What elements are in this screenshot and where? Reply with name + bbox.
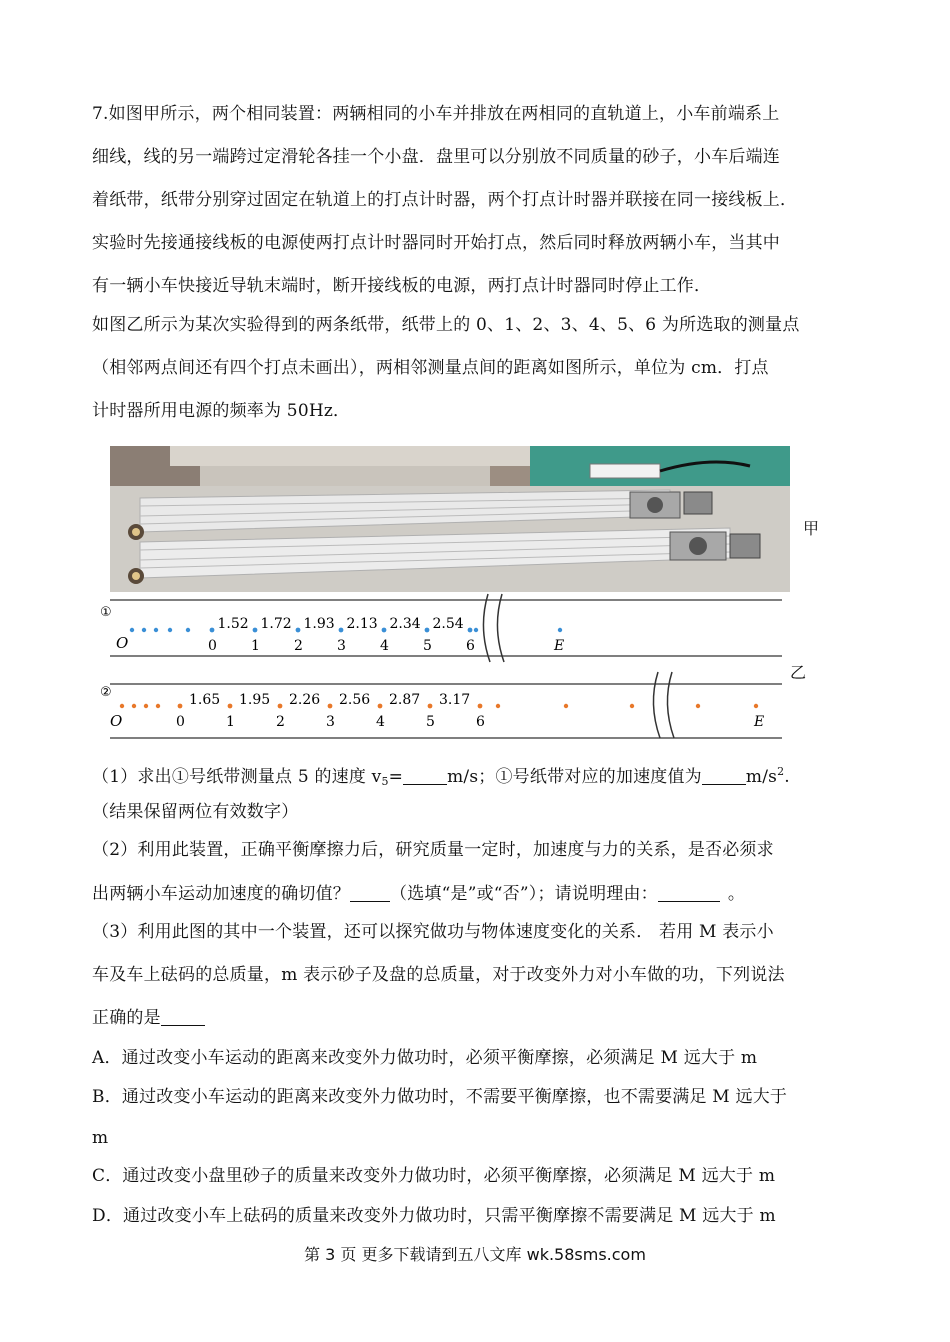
tape2-trail-dot-3 (696, 704, 700, 708)
problem-line-7: （相邻两点间还有四个打点未画出），两相邻测量点间的距离如图所示，单位为 cm．打点 (92, 358, 769, 378)
figure-label-jia: 甲 (803, 519, 820, 538)
tape1-point-dot-5 (425, 628, 430, 633)
tape1-distance-label-5: 2.54 (432, 616, 464, 632)
tape1-marker: ① (100, 605, 112, 620)
tape1-lead-dot-4 (186, 628, 190, 632)
q2-text-b: （选填“是”或“否”）；请说明理由： (390, 884, 658, 904)
tape1-distance-label-1: 1.72 (260, 616, 292, 632)
tape1-distance-label-2: 1.93 (303, 616, 335, 632)
tape1-point-labels (208, 638, 475, 654)
question-1-note: （结果保留两位有效数字） (92, 802, 299, 822)
tape2-point-dot-0 (178, 704, 183, 709)
tape1-point-dot-4 (382, 628, 387, 633)
q1-text-c: m/s；①号纸带对应的加速度值为 (447, 767, 702, 787)
tape1-point-dot-6 (468, 628, 473, 633)
tape2-distance-label-4: 2.87 (389, 692, 421, 708)
tape1-point-dot-2 (296, 628, 301, 633)
tape2-point-dot-6 (478, 704, 483, 709)
tape1-point-label-3: 3 (337, 638, 346, 654)
option-c: C．通过改变小盘里砂子的质量来改变外力做功时，必须平衡摩擦，必须满足 M 远大于 m (92, 1166, 776, 1186)
apparatus-photo (110, 446, 790, 592)
option-d: D．通过改变小车上砝码的质量来改变外力做功时，只需平衡摩擦不需要满足 M 远大于 m (92, 1206, 776, 1226)
question-3-line-1: （3）利用此图的其中一个装置，还可以探究做功与物体速度变化的关系． 若用 M 表示小 (92, 922, 774, 942)
tape2-point-label-0: 0 (176, 714, 185, 730)
tape1-point-dot-1 (253, 628, 258, 633)
paper-tapes-diagram (92, 592, 882, 742)
tape2-trail-dot-4 (754, 704, 758, 708)
tape1-distance-label-3: 2.13 (346, 616, 378, 632)
q3-blank-answer[interactable] (161, 1008, 205, 1026)
question-2-line-2 (92, 882, 745, 906)
q2-text-a: 出两辆小车运动加速度的确切值？ (92, 884, 350, 904)
tape2-distance-label-5: 3.17 (439, 692, 471, 708)
tape2-point-dot-1 (228, 704, 233, 709)
tape2-lead-dot-2 (144, 704, 148, 708)
question-3-line-2: 车及车上砝码的总质量，m 表示砂子及盘的总质量，对于改变外力对小车做的功，下列说法 (92, 965, 785, 985)
q1-blank-acceleration[interactable] (702, 767, 746, 785)
tape1-point-label-1: 1 (251, 638, 260, 654)
tape1-point-dot-0 (210, 628, 215, 633)
tape2-marker: ② (100, 685, 112, 700)
tape2-distance-label-0: 1.65 (189, 692, 221, 708)
q3-text: 正确的是 (92, 1008, 161, 1028)
option-b-line-1: B．通过改变小车运动的距离来改变外力做功时，不需要平衡摩擦，也不需要满足 M 远大于 (92, 1087, 788, 1107)
tape2-point-dot-3 (328, 704, 333, 709)
q1-text-a: （1）求出①号纸带测量点 5 的速度 v (92, 767, 382, 787)
problem-line-3: 着纸带，纸带分别穿过固定在轨道上的打点计时器，两个打点计时器并联接在同一接线板上． (92, 190, 798, 210)
tape2-point-label-3: 3 (326, 714, 335, 730)
tape1-point-label-0: 0 (208, 638, 217, 654)
q2-blank-reason[interactable] (658, 884, 720, 902)
q1-blank-velocity[interactable] (403, 767, 447, 785)
option-a: A．通过改变小车运动的距离来改变外力做功时，必须平衡摩擦，必须满足 M 远大于 m (92, 1048, 758, 1068)
tape2-point-label-2: 2 (276, 714, 285, 730)
tape1-point-label-5: 5 (423, 638, 432, 654)
tape1-point-label-4: 4 (380, 638, 389, 654)
tape1-point-dot-3 (339, 628, 344, 633)
q1-period: . (784, 767, 790, 787)
tape2-distance-label-3: 2.56 (339, 692, 371, 708)
tape2-lead-dot-3 (156, 704, 160, 708)
tape1-trail-dot-0 (474, 628, 478, 632)
tape1-trail-dot-1 (558, 628, 562, 632)
problem-line-5: 有一辆小车快接近导轨末端时，断开接线板的电源，两打点计时器同时停止工作． (92, 276, 712, 296)
problem-line-8: 计时器所用电源的频率为 50Hz． (92, 401, 351, 421)
page-footer: 第 3 页 更多下载请到五八文库 wk.58sms.com (304, 1245, 646, 1264)
question-3-line-3 (92, 1006, 205, 1030)
tape2-point-dot-5 (428, 704, 433, 709)
question-2-line-1: （2）利用此装置，正确平衡摩擦力后，研究质量一定时，加速度与力的关系，是否必须求 (92, 840, 774, 860)
option-b-line-2: m (92, 1128, 109, 1148)
tape1-point-label-2: 2 (294, 638, 303, 654)
tape1-end-label: E (554, 638, 565, 654)
problem-line-1: 7.如图甲所示，两个相同装置：两辆相同的小车并排放在两相同的直轨道上，小车前端系上 (92, 104, 780, 124)
tape1-lead-dot-0 (130, 628, 134, 632)
tape2-point-label-6: 6 (476, 714, 485, 730)
tape1-distance-label-0: 1.52 (217, 616, 249, 632)
tape2-point-label-1: 1 (226, 714, 235, 730)
q1-subscript: 5 (381, 775, 389, 788)
tape2-point-label-4: 4 (376, 714, 385, 730)
tape2-point-dot-2 (278, 704, 283, 709)
problem-line-4: 实验时先接通接线板的电源使两打点计时器同时开始打点，然后同时释放两辆小车，当其中 (92, 233, 780, 253)
q1-unit: m/s (745, 767, 778, 787)
problem-line-6: 如图乙所示为某次实验得到的两条纸带，纸带上的 0、1、2、3、4、5、6 为所选取的测量点 (92, 315, 800, 335)
tape2-point-label-5: 5 (426, 714, 435, 730)
tape2-lead-dot-0 (120, 704, 124, 708)
tape2-trail-dot-0 (496, 704, 500, 708)
tape1-origin-label: O (116, 634, 129, 652)
tape2-trail-dot-2 (630, 704, 634, 708)
q1-text-b: = (388, 767, 404, 787)
q2-period: 。 (727, 884, 746, 904)
tape1-point-label-6: 6 (466, 638, 475, 654)
figure-label-yi: 乙 (790, 663, 807, 682)
question-1 (92, 760, 790, 794)
tape1-lead-dot-2 (154, 628, 158, 632)
tape1-lead-dot-1 (142, 628, 146, 632)
q2-blank-choice[interactable] (350, 884, 390, 902)
tape2-distance-label-1: 1.95 (239, 692, 271, 708)
tape1-lead-dot-3 (168, 628, 172, 632)
tape1-distance-label-4: 2.34 (389, 616, 421, 632)
tape2-point-labels (176, 714, 485, 730)
problem-line-2: 细线，线的另一端跨过定滑轮各挂一个小盘．盘里可以分别放不同质量的砂子，小车后端连 (92, 147, 780, 167)
q1-superscript: 2 (777, 765, 785, 778)
tape2-end-label: E (754, 714, 765, 730)
tape2-lead-dot-1 (132, 704, 136, 708)
tape2-distance-label-2: 2.26 (289, 692, 321, 708)
tape2-origin-label: O (110, 712, 123, 730)
tape2-point-dot-4 (378, 704, 383, 709)
tape2-trail-dot-1 (564, 704, 568, 708)
